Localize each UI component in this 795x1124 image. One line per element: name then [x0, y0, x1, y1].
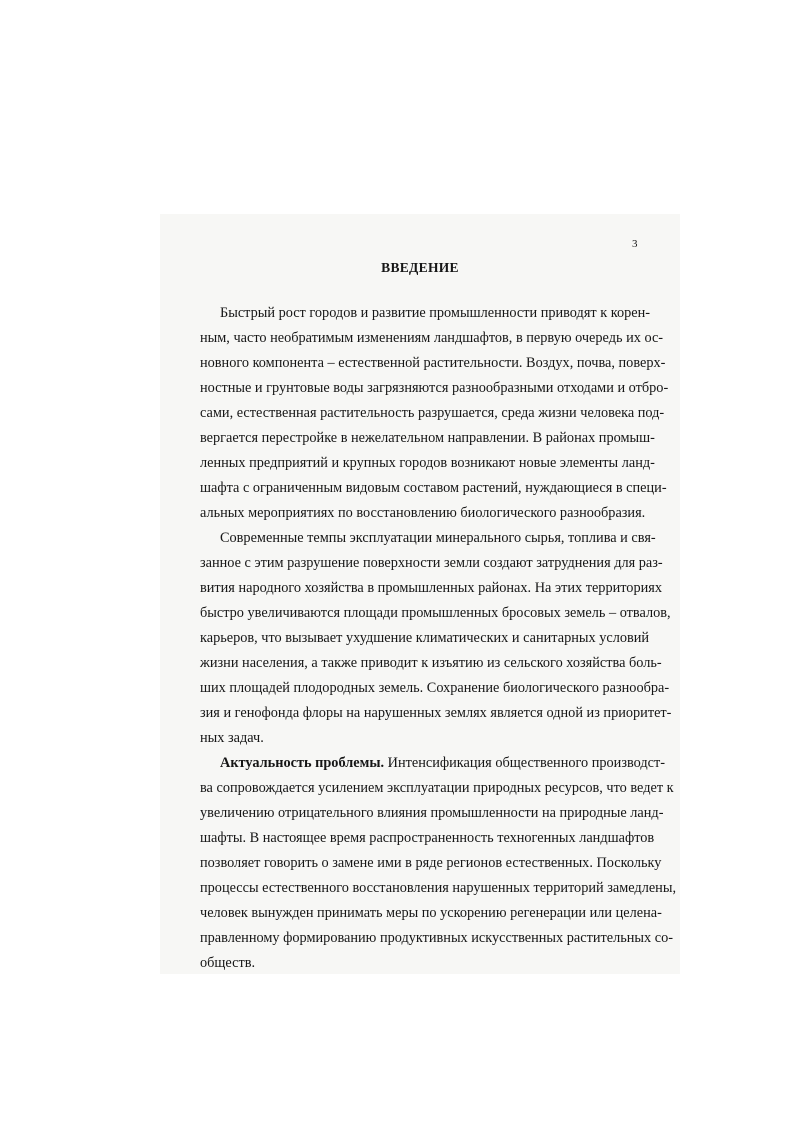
paragraph-3-line: человек вынужден принимать меры по ускорению регенерации или целена-	[200, 905, 662, 921]
paragraph-3-line-text: Интенсификация общественного производст-	[387, 755, 666, 771]
paragraph-3-line: процессы естественного восстановления нарушенных территорий замедлены,	[200, 880, 677, 896]
page-number: 3	[632, 238, 638, 250]
paragraph-3-lead: Актуальность проблемы.	[220, 755, 385, 771]
paragraph-2-line: ших площадей плодородных земель. Сохранение биологического разнообра-	[200, 680, 670, 696]
paragraph-1-line: новного компонента – естественной растительности. Воздух, почва, поверх-	[200, 355, 666, 371]
paragraph-1-line: ностные и грунтовые воды загрязняются разнообразными отходами и отбро-	[200, 380, 669, 396]
paragraph-1-line: сами, естественная растительность разрушается, среда жизни человека под-	[200, 405, 665, 421]
paragraph-3-line: правленному формированию продуктивных искусственных растительных со-	[200, 930, 673, 946]
paragraph-1-line: шафта с ограниченным видовым составом растений, нуждающиеся в специ-	[200, 480, 667, 496]
paragraph-3-line: обществ.	[200, 955, 256, 971]
paragraph-3-line: увеличению отрицательного влияния промышленности на природные ланд-	[200, 805, 664, 821]
paragraph-3-line: ва сопровождается усилением эксплуатации природных ресурсов, что ведет к	[200, 780, 674, 796]
paragraph-2-line: жизни населения, а также приводит к изъятию из сельского хозяйства боль-	[200, 655, 662, 671]
paragraph-1-line: ленных предприятий и крупных городов возникают новые элементы ланд-	[200, 455, 655, 471]
paragraph-3-line: шафты. В настоящее время распространенность техногенных ландшафтов	[200, 830, 655, 846]
paragraph-2-line: быстро увеличиваются площади промышленных бросовых земель – отвалов,	[200, 605, 671, 621]
paragraph-1-line: вергается перестройке в нежелательном направлении. В районах промыш-	[200, 430, 655, 446]
page-title: ВВЕДЕНИЕ	[381, 260, 459, 275]
paragraph-1-line: альных мероприятиях по восстановлению биологического разнообразия.	[200, 505, 646, 521]
paragraph-2-line: занное с этим разрушение поверхности земли создают затруднения для раз-	[200, 555, 663, 571]
paragraph-2-line: карьеров, что вызывает ухудшение климатических и санитарных условий	[200, 630, 650, 646]
paragraph-2-line: ных задач.	[200, 730, 264, 746]
paragraph-2-line: вития народного хозяйства в промышленных районах. На этих территориях	[200, 580, 662, 596]
paragraph-1-line: ным, часто необратимым изменениям ландшафтов, в первую очередь их ос-	[200, 330, 664, 346]
paragraph-1-line: Быстрый рост городов и развитие промышленности приводят к корен-	[220, 305, 651, 321]
paragraph-3-line: позволяет говорить о замене ими в ряде регионов естественных. Поскольку	[200, 855, 662, 871]
paragraph-3-line	[220, 753, 666, 773]
paragraph-2-line: зия и генофонда флоры на нарушенных землях является одной из приоритет-	[200, 705, 672, 721]
paragraph-2-line: Современные темпы эксплуатации минерального сырья, топлива и свя-	[220, 530, 656, 546]
